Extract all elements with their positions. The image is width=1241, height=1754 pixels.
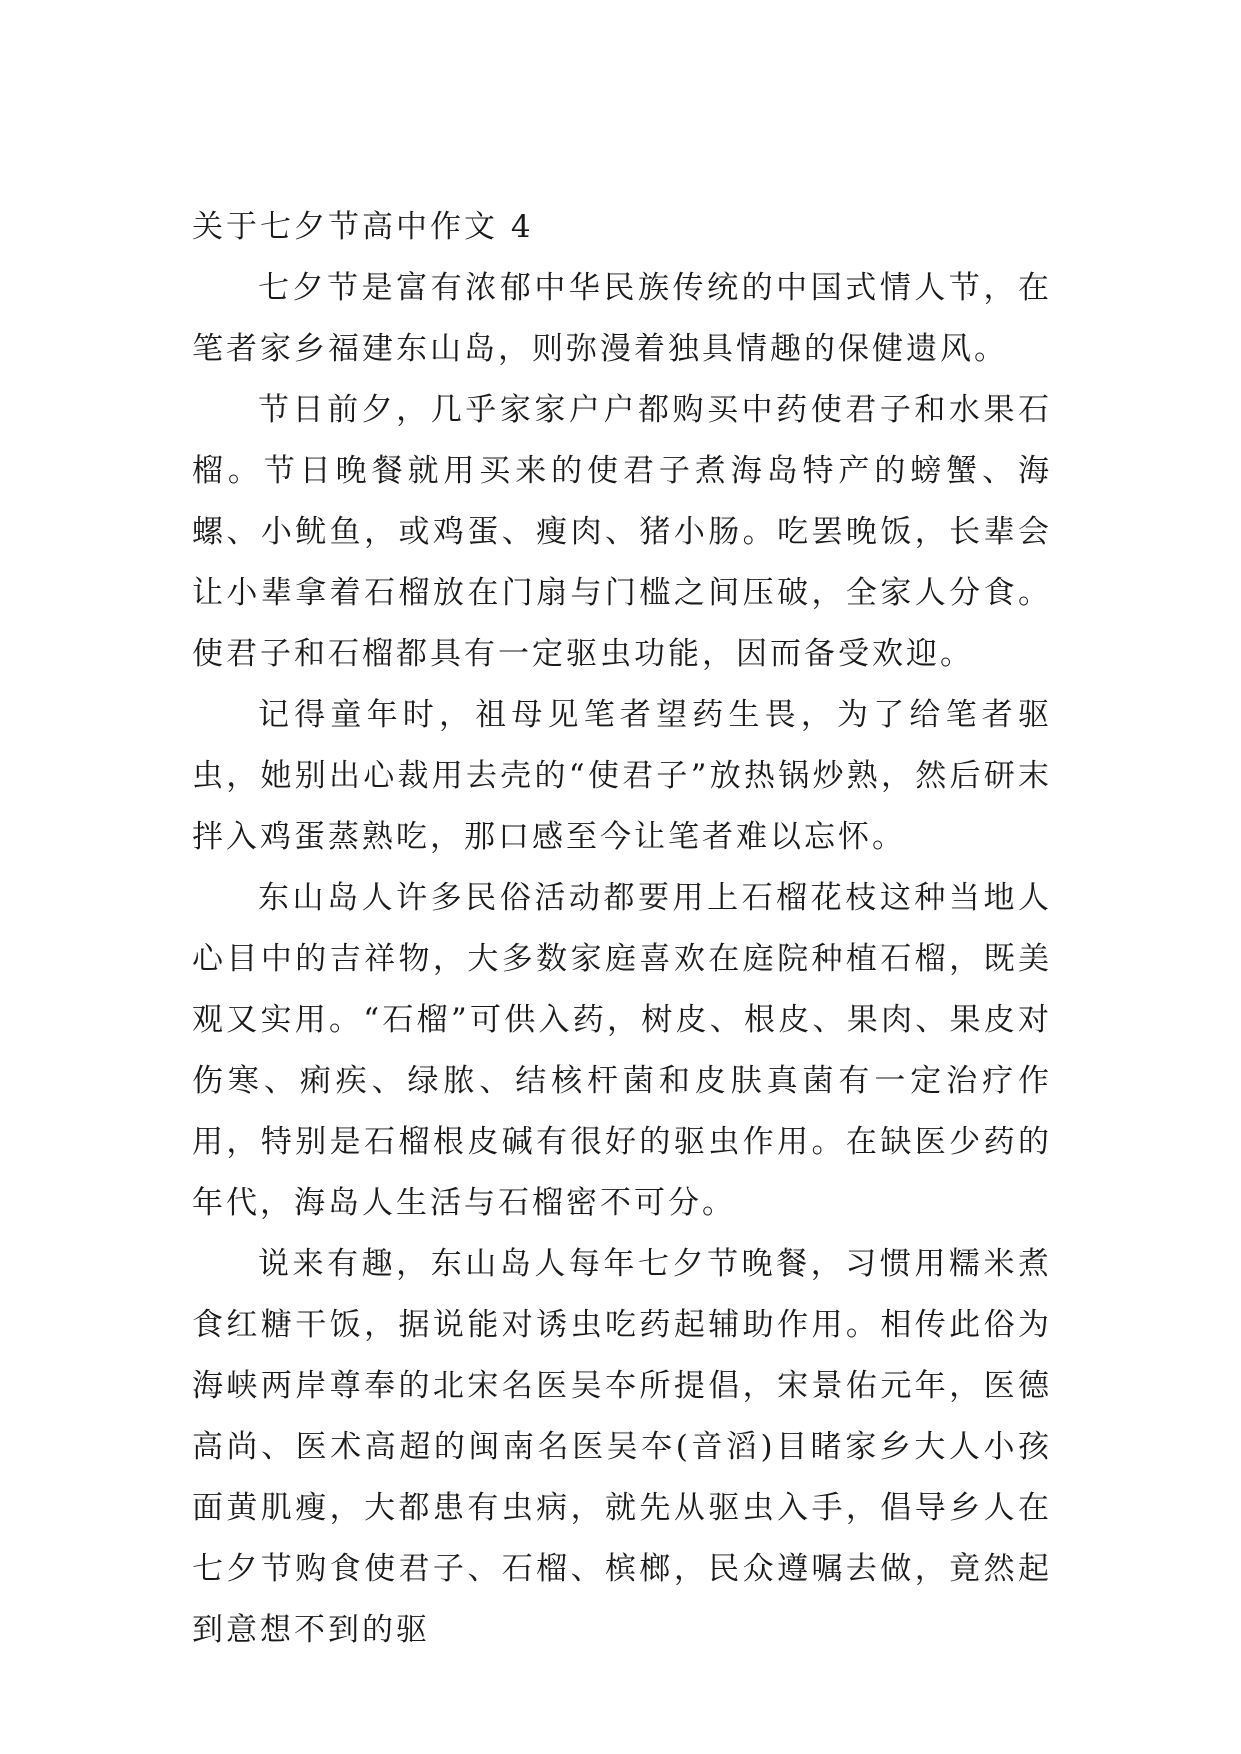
paragraph-5: 说来有趣，东山岛人每年七夕节晚餐，习惯用糯米煮食红糖干饭，据说能对诱虫吃药起辅助作用。相传此俗为海峡两岸尊奉的北宋名医吴夲所提倡，宋景佑元年，医德高尚、医术高超的闽南名医吴夲(音滔)目睹家乡大人小孩面黄肌瘦，大都患有虫病，就先从驱虫入手，倡导乡人在七夕节购食使君子、石榴、槟榔，民众遵嘱去做，竟然起到意想不到的驱 — [192, 1246, 1052, 1648]
document-title: 关于七夕节高中作文 4 — [192, 209, 534, 245]
paragraph-2: 节日前夕，几乎家家户户都购买中药使君子和水果石榴。节日晚餐就用买来的使君子煮海岛特产的螃蟹、海螺、小鱿鱼，或鸡蛋、瘦肉、猪小肠。吃罢晚饭，长辈会让小辈拿着石榴放在门扇与门槛之间压破，全家人分食。使君子和石榴都具有一定驱虫功能，因而备受欢迎。 — [192, 392, 1052, 672]
paragraph-1: 七夕节是富有浓郁中华民族传统的中国式情人节，在笔者家乡福建东山岛，则弥漫着独具情趣的保健遗风。 — [192, 270, 1052, 367]
paragraph-3: 记得童年时，祖母见笔者望药生畏，为了给笔者驱虫，她别出心裁用去壳的“使君子”放热锅炒熟，然后研末拌入鸡蛋蒸熟吃，那口感至今让笔者难以忘怀。 — [192, 697, 1052, 855]
document-body — [192, 196, 1052, 1661]
paragraph-4: 东山岛人许多民俗活动都要用上石榴花枝这种当地人心目中的吉祥物，大多数家庭喜欢在庭院种植石榴，既美观又实用。“石榴”可供入药，树皮、根皮、果肉、果皮对伤寒、痢疾、绿脓、结核杆菌和皮肤真菌有一定治疗作用，特别是石榴根皮碱有很好的驱虫作用。在缺医少药的年代，海岛人生活与石榴密不可分。 — [192, 880, 1052, 1221]
